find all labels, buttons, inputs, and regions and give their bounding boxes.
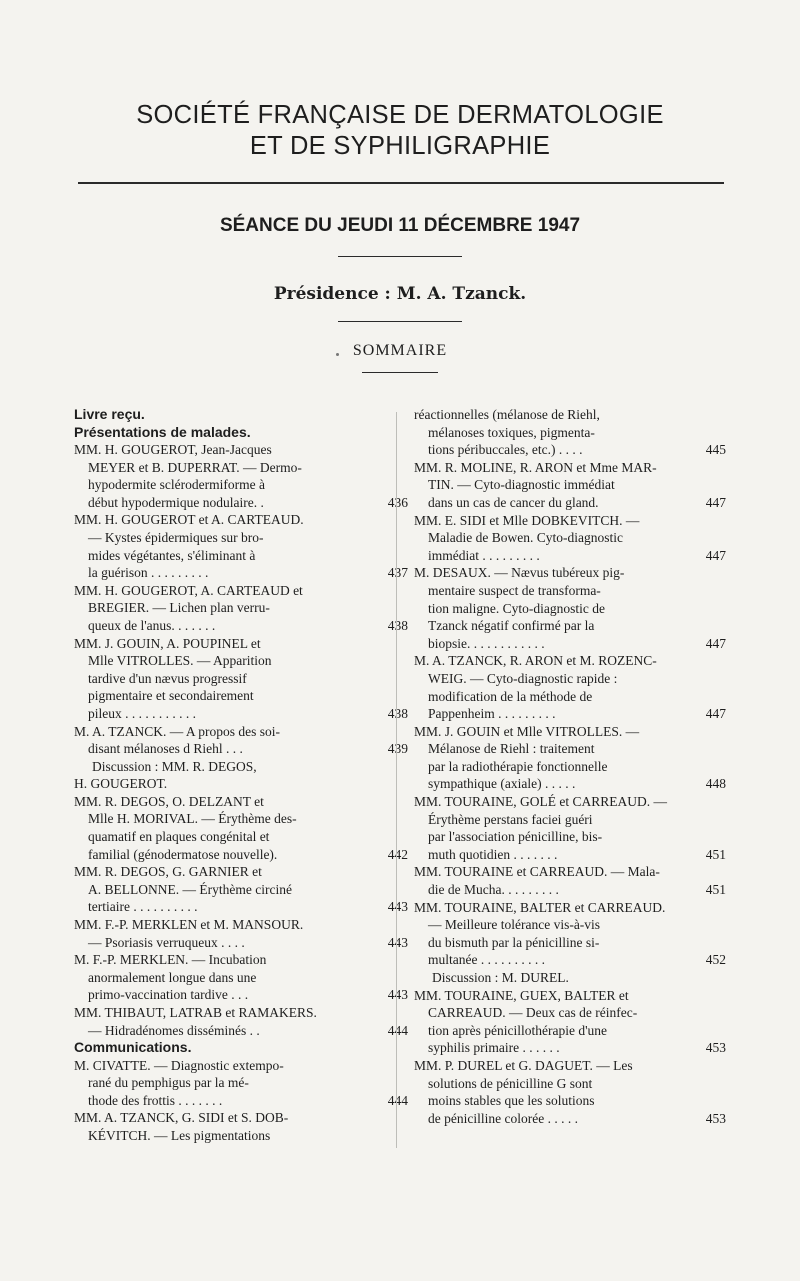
entry-line: M. A. TZANCK. — A propos des soi-	[74, 723, 281, 739]
contents-column-left	[74, 406, 408, 1145]
entry-line: moins stables que les solutions	[428, 1093, 595, 1109]
entry-line: la guérison . . . . . . . . .	[88, 565, 209, 581]
society-title	[0, 100, 800, 162]
contents-entry	[414, 1057, 726, 1127]
entry-line: Mélanose de Riehl : traitement	[428, 741, 595, 757]
entry-line: solutions de pénicilline G sont	[428, 1075, 593, 1091]
section-heading: Présentations de malades.	[74, 423, 251, 440]
contents-entry	[74, 441, 408, 511]
society-title-line-2: ET DE SYPHILIGRAPHIE	[249, 132, 551, 160]
page-number: 453	[705, 1040, 726, 1056]
page-number: 445	[705, 442, 726, 458]
entry-line: par l'association pénicilline, bis-	[428, 829, 603, 845]
entry-line: pigmentaire et secondairement	[88, 688, 254, 704]
entry-line: — Kystes épidermiques sur bro-	[88, 529, 264, 545]
society-title-line-1: SOCIÉTÉ FRANÇAISE DE DERMATOLOGIE	[136, 101, 664, 129]
entry-line: M. A. TZANCK, R. ARON et M. ROZENC-	[414, 653, 657, 669]
entry-line: thode des frottis . . . . . . .	[88, 1092, 223, 1108]
contents-entry	[414, 863, 726, 898]
entry-line: BREGIER. — Lichen plan verru-	[88, 600, 270, 616]
entry-line: MM. A. TZANCK, G. SIDI et S. DOB-	[74, 1110, 289, 1126]
entry-line: MM. H. GOUGEROT, A. CARTEAUD et	[74, 582, 303, 598]
entry-line: Érythème perstans faciei guéri	[428, 811, 593, 827]
entry-line: tertiaire . . . . . . . . . .	[88, 899, 198, 915]
entry-line: M. CIVATTE. — Diagnostic extempo-	[74, 1057, 284, 1073]
entry-line: syphilis primaire . . . . . .	[428, 1040, 560, 1056]
entry-line: hypodermite sclérodermiforme à	[88, 477, 265, 493]
page-number: 444	[387, 1022, 408, 1038]
entry-line: MM. R. MOLINE, R. ARON et Mme MAR-	[414, 459, 657, 475]
entry-line: MM. J. GOUIN, A. POUPINEL et	[74, 635, 261, 651]
entry-line: die de Mucha. . . . . . . . .	[428, 882, 559, 898]
presidency: Présidence : M. A. Tzanck.	[273, 284, 527, 304]
entry-line: modification de la méthode de	[428, 688, 593, 704]
entry-line: A. BELLONNE. — Érythème circiné	[88, 881, 292, 897]
entry-line: MM. TOURAINE, GUEX, BALTER et	[414, 987, 629, 1003]
entry-line: MM. TOURAINE, BALTER et CARREAUD.	[414, 899, 666, 915]
entry-line: dans un cas de cancer du gland.	[428, 494, 599, 510]
contents-entry	[74, 723, 408, 758]
session-date: SÉANCE DU JEUDI 11 DÉCEMBRE 1947	[219, 215, 581, 236]
contents-entry	[74, 793, 408, 863]
page-number: 436	[387, 494, 408, 510]
entry-line: Mlle H. MORIVAL. — Érythème des-	[88, 811, 297, 827]
entry-line: — Hidradénomes disséminés . .	[88, 1022, 260, 1038]
section-heading: Communications.	[74, 1039, 192, 1056]
entry-line: WEIG. — Cyto-diagnostic rapide :	[428, 670, 618, 686]
page-number: 451	[705, 882, 726, 898]
page-number: 447	[705, 494, 726, 510]
entry-line: immédiat . . . . . . . . .	[428, 547, 540, 563]
contents-entry	[74, 635, 408, 723]
entry-line: — Meilleure tolérance vis-à-vis	[428, 917, 601, 933]
page-number: 438	[387, 617, 408, 633]
contents-entry	[74, 1004, 408, 1039]
contents-entry	[74, 1109, 374, 1144]
entry-line: Mlle VITROLLES. — Apparition	[88, 653, 272, 669]
entry-line: Maladie de Bowen. Cyto-diagnostic	[428, 530, 623, 546]
contents-entry	[414, 723, 726, 793]
entry-line: Tzanck négatif confirmé par la	[428, 618, 595, 634]
entry-line: MM. H. GOUGEROT, Jean-Jacques	[74, 442, 272, 457]
entry-line: du bismuth par la pénicilline si-	[428, 934, 600, 950]
entry-line: MM. R. DEGOS, G. GARNIER et	[74, 864, 262, 880]
entry-line: quamatif en plaques congénital et	[88, 829, 270, 845]
entry-line: H. GOUGEROT.	[74, 776, 168, 792]
page-number: 437	[387, 565, 408, 581]
entry-line: MM. P. DUREL et G. DAGUET. — Les	[414, 1057, 633, 1073]
entry-line: MM. TOURAINE et CARREAUD. — Mala-	[414, 864, 660, 880]
entry-line: Discussion : MM. R. DEGOS,	[92, 758, 257, 774]
session-divider	[338, 256, 462, 257]
page-number: 453	[705, 1110, 726, 1126]
entry-line: début hypodermique nodulaire. .	[88, 494, 264, 510]
entry-line: familial (génodermatose nouvelle).	[88, 846, 278, 862]
entry-line: MM. TOURAINE, GOLÉ et CARREAUD. —	[414, 794, 667, 810]
entry-line: MM. R. DEGOS, O. DELZANT et	[74, 793, 264, 809]
entry-line: tions péribuccales, etc.) . . . .	[428, 442, 583, 458]
contents-entry	[414, 406, 726, 459]
contents-entry	[414, 987, 726, 1057]
entry-line: de pénicilline colorée . . . . .	[428, 1110, 578, 1126]
entry-line: mentaire suspect de transforma-	[428, 582, 601, 598]
entry-line: — Psoriasis verruqueux . . . .	[88, 934, 245, 950]
page-number: 452	[705, 952, 726, 968]
entry-line: TIN. — Cyto-diagnostic immédiat	[428, 477, 615, 493]
summary-heading: SOMMAIRE	[352, 342, 448, 359]
title-divider	[78, 182, 724, 184]
contents-entry	[74, 582, 408, 635]
page-number: 447	[705, 635, 726, 651]
contents-entry	[74, 511, 408, 581]
entry-line: pileux . . . . . . . . . . .	[88, 705, 196, 721]
column-divider	[396, 412, 397, 1148]
entry-line: MM. H. GOUGEROT et A. CARTEAUD.	[74, 512, 304, 528]
entry-line: M. DESAUX. — Nævus tubéreux pig-	[414, 565, 625, 581]
page-number: 439	[387, 741, 408, 757]
entry-line: muth quotidien . . . . . . .	[428, 846, 558, 862]
entry-line: queux de l'anus. . . . . . .	[88, 617, 216, 633]
entry-line: par la radiothérapie fonctionnelle	[428, 758, 608, 774]
entry-line: M. F.-P. MERKLEN. — Incubation	[74, 952, 267, 968]
entry-line: MM. F.-P. MERKLEN et M. MANSOUR.	[74, 917, 304, 933]
entry-line: biopsie. . . . . . . . . . . .	[428, 635, 545, 651]
page-number: 443	[387, 934, 408, 950]
entry-line: Discussion : M. DUREL.	[432, 970, 569, 985]
contents-entry	[414, 459, 726, 512]
page-number: 443	[387, 899, 408, 915]
page-number: 447	[705, 547, 726, 563]
page-number: 444	[387, 1092, 408, 1108]
entry-line: MEYER et B. DUPERRAT. — Dermo-	[88, 459, 302, 475]
discussion-entry	[414, 969, 706, 987]
entry-line: primo-vaccination tardive . . .	[88, 987, 249, 1003]
contents-entry	[74, 951, 408, 1004]
entry-line: tion maligne. Cyto-diagnostic de	[428, 600, 605, 616]
entry-line: mides végétantes, s'éliminant à	[88, 547, 256, 563]
contents-entry	[414, 564, 726, 652]
contents-entry	[74, 863, 408, 916]
entry-line: réactionnelles (mélanose de Riehl,	[414, 407, 600, 422]
entry-line: CARREAUD. — Deux cas de réinfec-	[428, 1005, 638, 1021]
presidency-divider	[338, 321, 462, 322]
page-number: 443	[387, 987, 408, 1003]
entry-line: rané du pemphigus par la mé-	[88, 1075, 249, 1091]
entry-line: MM. THIBAUT, LATRAB et RAMAKERS.	[74, 1005, 317, 1020]
entry-line: MM. J. GOUIN et Mlle VITROLLES. —	[414, 723, 640, 739]
page-number: 448	[705, 776, 726, 792]
entry-line: tardive d'un nævus progressif	[88, 670, 247, 686]
page-number: 447	[705, 706, 726, 722]
discussion-entry	[74, 758, 374, 793]
contents-entry	[414, 899, 726, 969]
entry-line: Pappenheim . . . . . . . . .	[428, 706, 556, 722]
entry-line: multanée . . . . . . . . . .	[428, 952, 545, 968]
entry-line: sympathique (axiale) . . . . .	[428, 776, 576, 792]
contents-entry	[74, 916, 408, 951]
entry-line: MM. E. SIDI et Mlle DOBKEVITCH. —	[414, 512, 640, 528]
contents-entry	[414, 652, 726, 722]
entry-line: disant mélanoses d Riehl . . .	[88, 741, 243, 757]
page-number: 442	[387, 846, 408, 862]
entry-line: KÉVITCH. — Les pigmentations	[88, 1128, 271, 1144]
page-number: 438	[387, 705, 408, 721]
entry-line: mélanoses toxiques, pigmenta-	[428, 424, 595, 440]
contents-column-right	[414, 406, 726, 1127]
speck	[336, 353, 339, 356]
section-heading: Livre reçu.	[74, 406, 145, 422]
contents-entry	[414, 793, 726, 863]
page-number: 451	[705, 846, 726, 862]
entry-line: tion après pénicillothérapie d'une	[428, 1022, 607, 1038]
summary-divider	[362, 372, 438, 373]
contents-entry	[74, 1057, 408, 1110]
entry-line: anormalement longue dans une	[88, 969, 257, 985]
contents-entry	[414, 512, 726, 565]
